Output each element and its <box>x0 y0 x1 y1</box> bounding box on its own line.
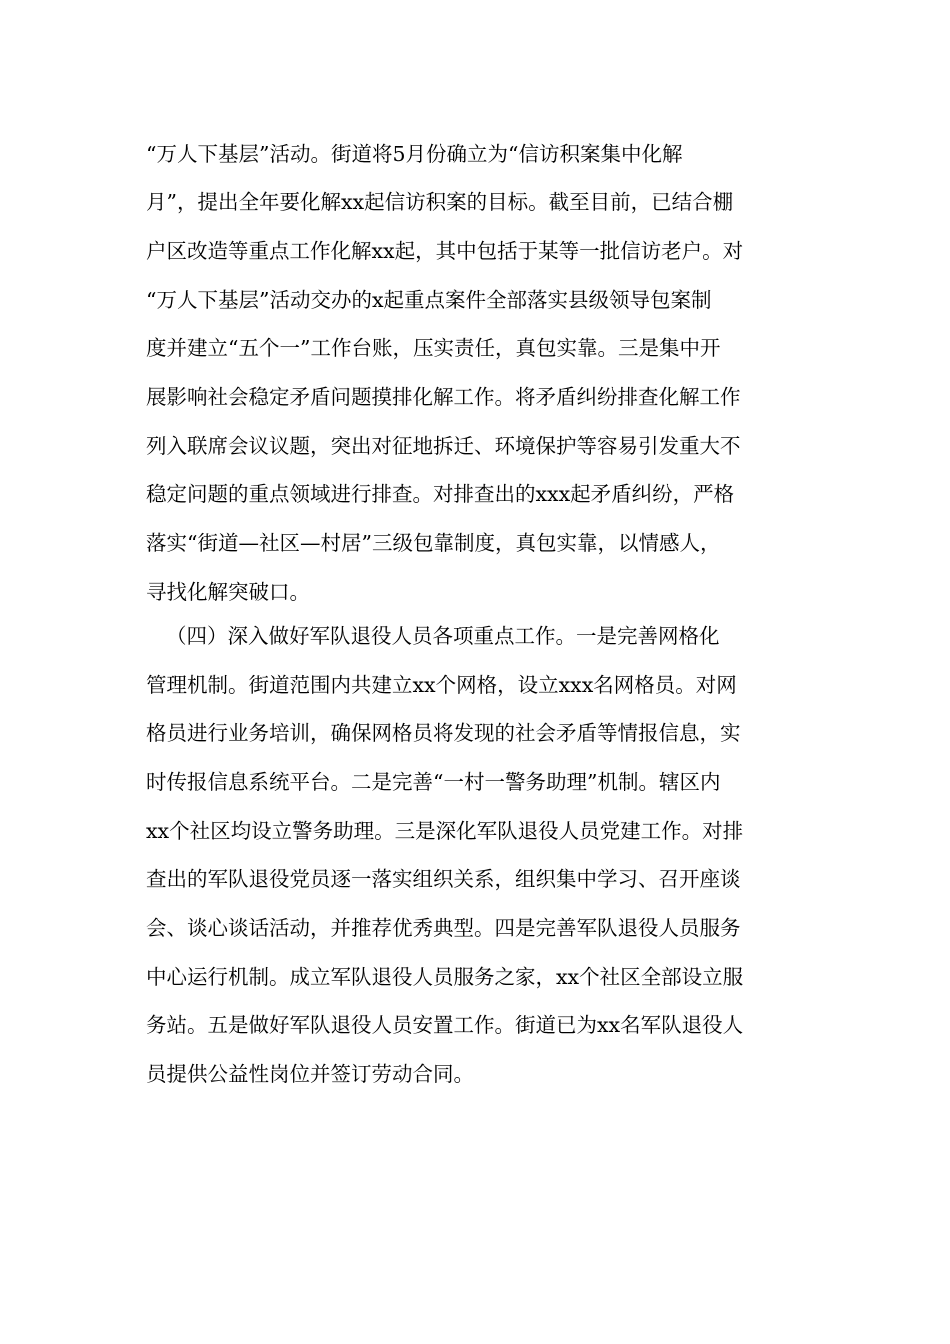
paragraph-2-line-7: 会、谈心谈话活动，并推荐优秀典型。四是完善军队退役人员服务 <box>146 916 741 940</box>
paragraph-2-line-6: 查出的军队退役党员逐一落实组织关系，组织集中学习、召开座谈 <box>146 867 741 891</box>
paragraph-1-line-10: 寻找化解突破口。 <box>146 580 310 604</box>
paragraph-2-line-5: xx个社区均设立警务助理。三是深化军队退役人员党建工作。对排 <box>146 819 744 843</box>
paragraph-1-line-5: 度并建立“五个一”工作台账，压实责任，真包实靠。三是集中开 <box>146 336 721 360</box>
paragraph-2-line-9: 务站。五是做好军队退役人员安置工作。街道已为xx名军队退役人 <box>146 1013 744 1037</box>
paragraph-1-line-2: 月”，提出全年要化解xx起信访积案的目标。截至目前，已结合棚 <box>146 190 734 214</box>
paragraph-2-line-3: 格员进行业务培训，确保网格员将发现的社会矛盾等情报信息，实 <box>146 721 741 745</box>
paragraph-2-line-10: 员提供公益性岗位并签订劳动合同。 <box>146 1062 474 1086</box>
paragraph-1-line-1: “万人下基层”活动。街道将5月份确立为“信访积案集中化解 <box>146 142 683 166</box>
paragraph-1-line-3: 户区改造等重点工作化解xx起，其中包括于某等一批信访老户。对 <box>146 239 744 263</box>
paragraph-2-line-2: 管理机制。街道范围内共建立xx个网格，设立xxx名网格员。对网 <box>146 673 737 697</box>
paragraph-1-line-8: 稳定问题的重点领域进行排查。对排查出的xxx起矛盾纠纷，严格 <box>146 482 735 506</box>
paragraph-2-line-1: （四）深入做好军队退役人员各项重点工作。一是完善网格化 <box>166 624 720 648</box>
paragraph-1-line-7: 列入联席会议议题，突出对征地拆迁、环境保护等容易引发重大不 <box>146 434 741 458</box>
paragraph-1-line-9: 落实“街道—社区—村居”三级包靠制度，真包实靠，以情感人， <box>146 531 721 555</box>
paragraph-1-line-6: 展影响社会稳定矛盾问题摸排化解工作。将矛盾纠纷排查化解工作 <box>146 385 741 409</box>
paragraph-2-line-8: 中心运行机制。成立军队退役人员服务之家，xx个社区全部设立服 <box>146 965 744 989</box>
paragraph-2-line-4: 时传报信息系统平台。二是完善“一村一警务助理”机制。辖区内 <box>146 770 721 794</box>
paragraph-1-line-4: “万人下基层”活动交办的x起重点案件全部落实县级领导包案制 <box>146 288 712 312</box>
